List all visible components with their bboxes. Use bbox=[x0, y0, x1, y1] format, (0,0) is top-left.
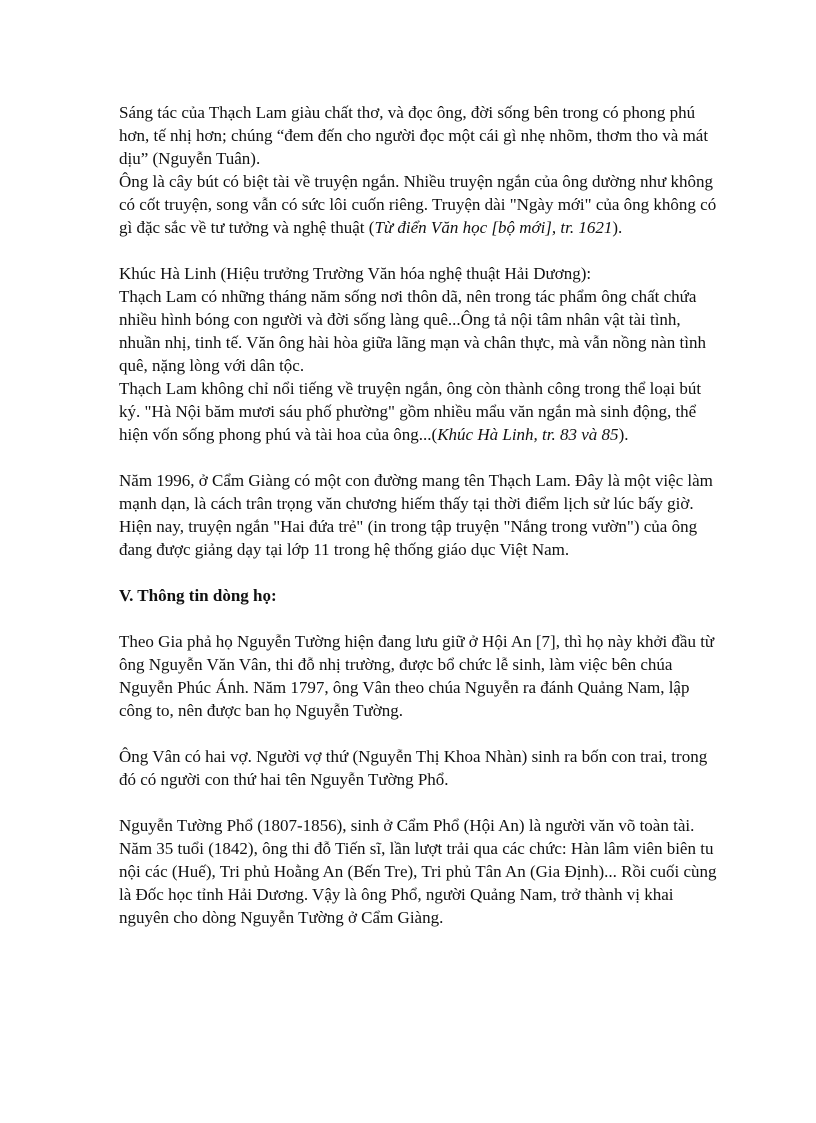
paragraph-text: Thạch Lam không chỉ nổi tiếng về truyện ngắn, ông còn thành công trong thể loại bút ký. "Hà Nội băm mươi sáu phố phường" gồm nhiều mẩu văn ngắn mà sinh động, thể hiện vốn sống phong phú và tài hoa của ông...( bbox=[119, 379, 702, 444]
paragraph-short-story-talent bbox=[119, 170, 719, 239]
paragraph-genealogy: Theo Gia phả họ Nguyễn Tường hiện đang lưu giữ ở Hội An [7], thì họ này khởi đầu từ ông Nguyễn Văn Vân, thi đỗ nhị trường, được bổ chức lễ sinh, làm việc bên chúa Nguyễn Phúc Ánh. Năm 1797, ông Vân theo chúa Nguyễn ra đánh Quảng Nam, lập công to, nên được ban họ Nguyễn Tường. bbox=[119, 632, 715, 720]
paragraph-gap bbox=[119, 239, 719, 262]
document-page bbox=[119, 101, 719, 929]
citation: Từ điển Văn học [bộ mới], tr. 1621 bbox=[374, 218, 613, 237]
citation: Khúc Hà Linh, tr. 83 và 85 bbox=[437, 425, 619, 444]
paragraph-gap bbox=[119, 607, 719, 630]
paragraph-gap bbox=[119, 446, 719, 469]
paragraph-text: Ông là cây bút có biệt tài về truyện ngắn. Nhiều truyện ngắn của ông dường như không có cốt truyện, song vẫn có sức lôi cuốn riêng. Truyện dài "Ngày mới" của ông không có gì đặc sắc về tư tưởng và nghệ thuật ( bbox=[119, 172, 717, 237]
paragraph-nguyen-tuong-pho: Nguyễn Tường Phổ (1807-1856), sinh ở Cẩm Phổ (Hội An) là người văn võ toàn tài. Năm 35 tuổi (1842), ông thi đỗ Tiến sĩ, lần lượt trải qua các chức: Hàn lâm viên biên tu nội các (Huế), Tri phủ Hoằng An (Bến Tre), Tri phủ Tân An (Gia Định)... Rồi cuối cùng là Đốc học tỉnh Hải Dương. Vậy là ông Phổ, người Quảng Nam, trở thành vị khai nguyên cho dòng Nguyễn Tường ở Cẩm Giàng. bbox=[119, 816, 717, 927]
paragraph-gap bbox=[119, 561, 719, 584]
paragraph-text-end: ). bbox=[612, 218, 623, 237]
paragraph-street-name: Năm 1996, ở Cẩm Giàng có một con đường mang tên Thạch Lam. Đây là một việc làm mạnh dạn, là cách trân trọng văn chương hiếm thấy tại thời điểm lịch sử lúc bấy giờ. Hiện nay, truyện ngắn "Hai đứa trẻ" (in trong tập truyện "Nắng trong vườn") của ông đang được giảng dạy tại lớp 11 trong hệ thống giáo dục Việt Nam. bbox=[119, 471, 713, 559]
section-heading: V. Thông tin dòng họ: bbox=[119, 586, 277, 605]
paragraph-gap bbox=[119, 722, 719, 745]
paragraph-khuc-ha-linh-intro: Khúc Hà Linh (Hiệu trưởng Trường Văn hóa nghệ thuật Hải Dương): bbox=[119, 264, 592, 283]
paragraph-gap bbox=[119, 791, 719, 814]
paragraph-thach-lam-style: Sáng tác của Thạch Lam giàu chất thơ, và đọc ông, đời sống bên trong có phong phú hơn, tế nhị hơn; chúng “đem đến cho người đọc một cái gì nhẹ nhõm, thơm tho và mát dịu” (Nguyễn Tuân). bbox=[119, 103, 709, 168]
paragraph-text-end: ). bbox=[618, 425, 629, 444]
paragraph-rural-life: Thạch Lam có những tháng năm sống nơi thôn dã, nên trong tác phẩm ông chất chứa nhiều hình bóng con người và đời sống làng quê...Ông tả nội tâm nhân vật tài tình, nhuần nhị, tinh tế. Văn ông hài hòa giữa lãng mạn và chân thực, mà vẫn nồng nàn tình quê, nặng lòng với dân tộc. bbox=[119, 287, 707, 375]
paragraph-wives: Ông Vân có hai vợ. Người vợ thứ (Nguyễn Thị Khoa Nhàn) sinh ra bốn con trai, trong đó có người con thứ hai tên Nguyễn Tường Phổ. bbox=[119, 747, 708, 789]
paragraph-essay-genre bbox=[119, 377, 719, 446]
